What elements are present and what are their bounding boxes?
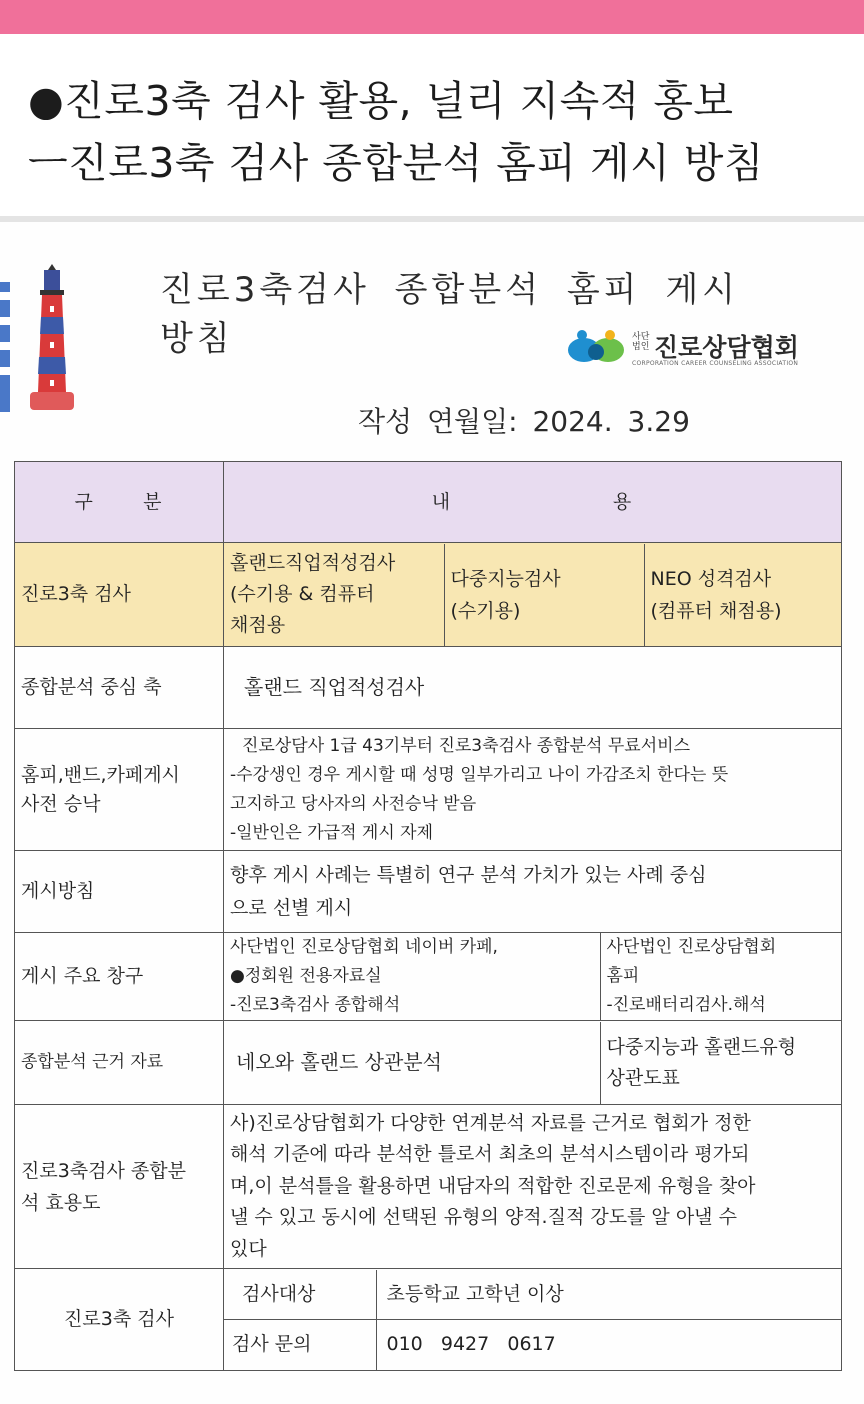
policy-table xyxy=(14,461,842,1371)
windows-right-cell: 사단법인 진로상담협회 홈피 -진로배터리검사.해석 xyxy=(600,933,841,1020)
headline-line-1: ●진로3축 검사 활용, 널리 지속적 홍보 xyxy=(28,77,734,125)
headline-line-2: ㅡ진로3축 검사 종합분석 홈피 게시 방침 xyxy=(28,139,764,187)
consent-content: 진로상담사 1급 43기부터 진로3축검사 종합분석 무료서비스 -수강생인 경우 게시할 때 성명 일부가리고 나이 가감조치 한다는 뜻 고지하고 당사자의 사전승낙 받음 -일반인은 가급적 게시 자제 xyxy=(224,729,842,851)
row-label-usefulness: 진로3축검사 종합분 석 효용도 xyxy=(15,1105,224,1269)
logo-name: 진로상담협회 xyxy=(654,333,799,362)
logo-english: CORPORATION CAREER COUNSELING ASSOCIATION xyxy=(632,360,799,367)
inquiry-value: 010 9427 0617 xyxy=(376,1320,841,1370)
usefulness-content: 사)진로상담협회가 다양한 연계분석 자료를 근거로 협회가 정한 해석 기준에 따라 분석한 틀로서 최초의 분석시스템이라 평가되 며,이 분석틀을 활용하면 내담자의 적합한 진로문제 유형을 찾아 낼 수 있고 동시에 선택된 유형의 양적.질적 강도를 알 아낼 수 있다 xyxy=(224,1105,842,1269)
inquiry-label: 검사 문의 xyxy=(224,1320,376,1370)
row-label-consent: 홈피,밴드,카페게시 사전 승낙 xyxy=(15,729,224,851)
logo-prefix: 사단법인 xyxy=(632,332,650,352)
neo-test-cell: NEO 성격검사 (컴퓨터 채점용) xyxy=(644,544,841,646)
table-header-row xyxy=(15,462,842,543)
table-row xyxy=(15,851,842,933)
table-row xyxy=(15,1269,842,1371)
holland-test-cell: 홀랜드직업적성검사 (수기용 & 컴퓨터 채점용 xyxy=(224,544,444,646)
row-label-policy: 게시방침 xyxy=(15,851,224,933)
table-row xyxy=(15,1105,842,1269)
basis-right-cell: 다중지능과 홀랜드유형 상관도표 xyxy=(600,1022,841,1104)
date-line xyxy=(358,400,690,440)
row-label-test-info: 진로3축 검사 xyxy=(15,1269,224,1371)
row-label-tests: 진로3축 검사 xyxy=(15,543,224,647)
multi-intelligence-test-cell: 다중지능검사 (수기용) xyxy=(444,544,644,646)
date-value: 2024. 3.29 xyxy=(532,405,690,438)
lighthouse-icon xyxy=(0,262,90,412)
header-content: 내 용 xyxy=(224,462,842,543)
association-logo xyxy=(566,326,806,376)
table-row xyxy=(15,1021,842,1105)
row-label-center-axis: 종합분석 중심 축 xyxy=(15,647,224,729)
policy-content: 향후 게시 사례는 특별히 연구 분석 가치가 있는 사례 중심 으로 선별 게시 xyxy=(224,851,842,933)
row-label-basis: 종합분석 근거 자료 xyxy=(15,1021,224,1105)
date-label: 작성 연월일: xyxy=(358,405,518,438)
table-row xyxy=(15,729,842,851)
table-row xyxy=(15,647,842,729)
target-label: 검사대상 xyxy=(242,1282,316,1305)
target-value: 초등학교 고학년 이상 xyxy=(376,1270,841,1320)
top-accent-bar xyxy=(0,0,864,34)
row-label-windows: 게시 주요 창구 xyxy=(15,933,224,1021)
post-headline xyxy=(28,70,848,194)
header-category: 구 분 xyxy=(15,462,224,543)
windows-left-cell: 사단법인 진로상담협회 네이버 카페, ●정회원 전용자료실 -진로3축검사 종합해석 xyxy=(230,937,498,1015)
table-row xyxy=(15,543,842,647)
document-title: 진로3축검사 종합분석 홈피 게시 방침 xyxy=(160,270,740,359)
logo-mark-icon xyxy=(566,328,626,368)
table-row xyxy=(15,933,842,1021)
center-axis-value: 홀랜드 직업적성검사 xyxy=(224,647,842,729)
basis-left-cell: 네오와 홀랜드 상관분석 xyxy=(236,1050,442,1074)
